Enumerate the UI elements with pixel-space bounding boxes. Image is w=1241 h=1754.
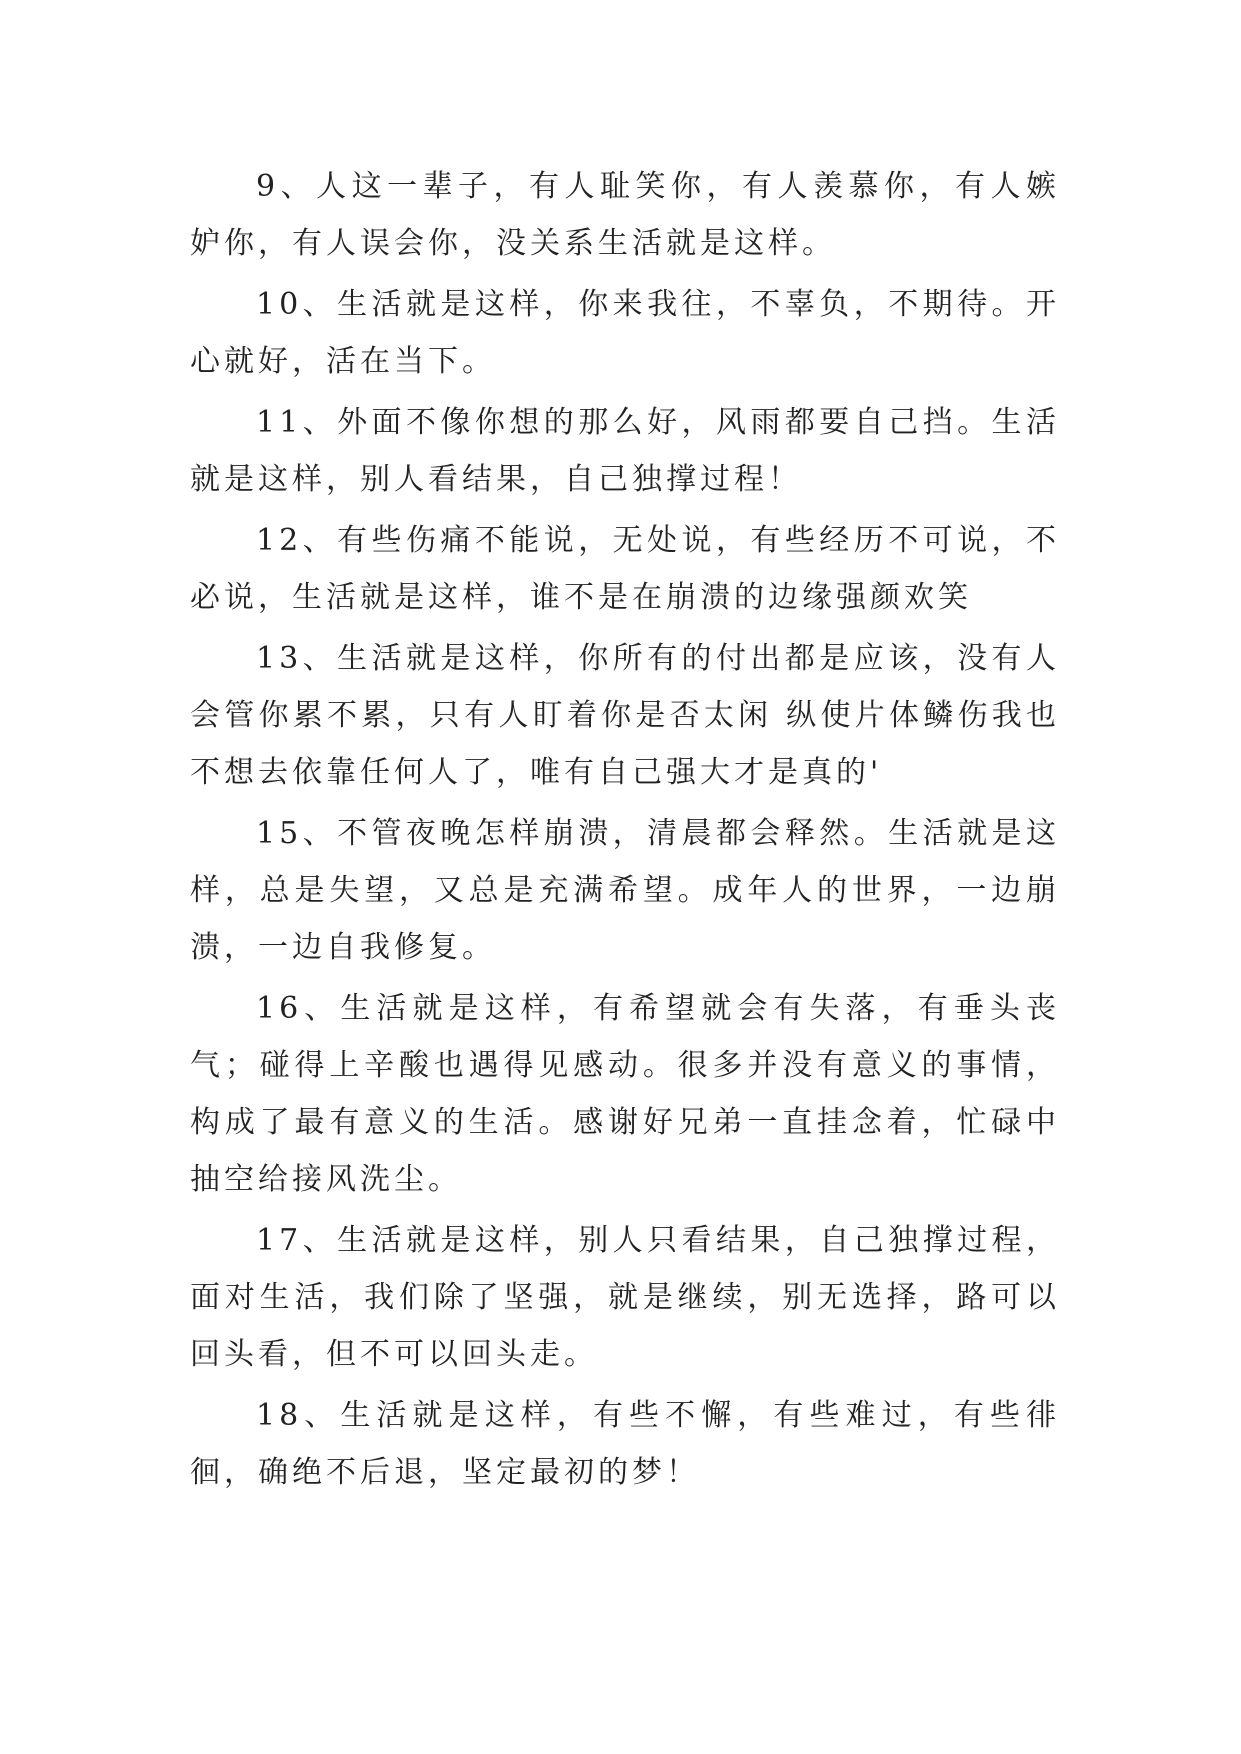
paragraph-15: 15、不管夜晚怎样崩溃，清晨都会释然。生活就是这样，总是失望，又总是充满希望。成年人的世界，一边崩溃，一边自我修复。 — [190, 816, 1060, 965]
paragraph-10: 10、生活就是这样，你来我往，不辜负，不期待。开心就好，活在当下。 — [190, 287, 1060, 379]
paragraph-12: 12、有些伤痛不能说，无处说，有些经历不可说，不必说，生活就是这样，谁不是在崩溃的边缘强颜欢笑 — [190, 523, 1060, 615]
paragraph-13: 13、生活就是这样，你所有的付出都是应该，没有人会管你累不累，只有人盯着你是否太闲 纵使片体鳞伤我也不想去依靠任何人了，唯有自己强大才是真的' — [190, 641, 1060, 790]
paragraph-9: 9、人这一辈子，有人耻笑你，有人羡慕你，有人嫉妒你，有人误会你，没关系生活就是这样。 — [190, 169, 1060, 261]
paragraph-16: 16、生活就是这样，有希望就会有失落，有垂头丧气；碰得上辛酸也遇得见感动。很多并没有意义的事情，构成了最有意义的生活。感谢好兄弟一直挂念着，忙碌中抽空给接风洗尘。 — [190, 991, 1060, 1197]
paragraph-11: 11、外面不像你想的那么好，风雨都要自己挡。生活就是这样，别人看结果，自己独撑过程！ — [190, 405, 1060, 497]
paragraph-18: 18、生活就是这样，有些不懈，有些难过，有些徘徊，确绝不后退，坚定最初的梦！ — [190, 1398, 1060, 1490]
paragraph-17: 17、生活就是这样，别人只看结果，自己独撑过程，面对生活，我们除了坚强，就是继续，别无选择，路可以回头看，但不可以回头走。 — [190, 1223, 1060, 1372]
document-body — [190, 158, 1060, 1505]
